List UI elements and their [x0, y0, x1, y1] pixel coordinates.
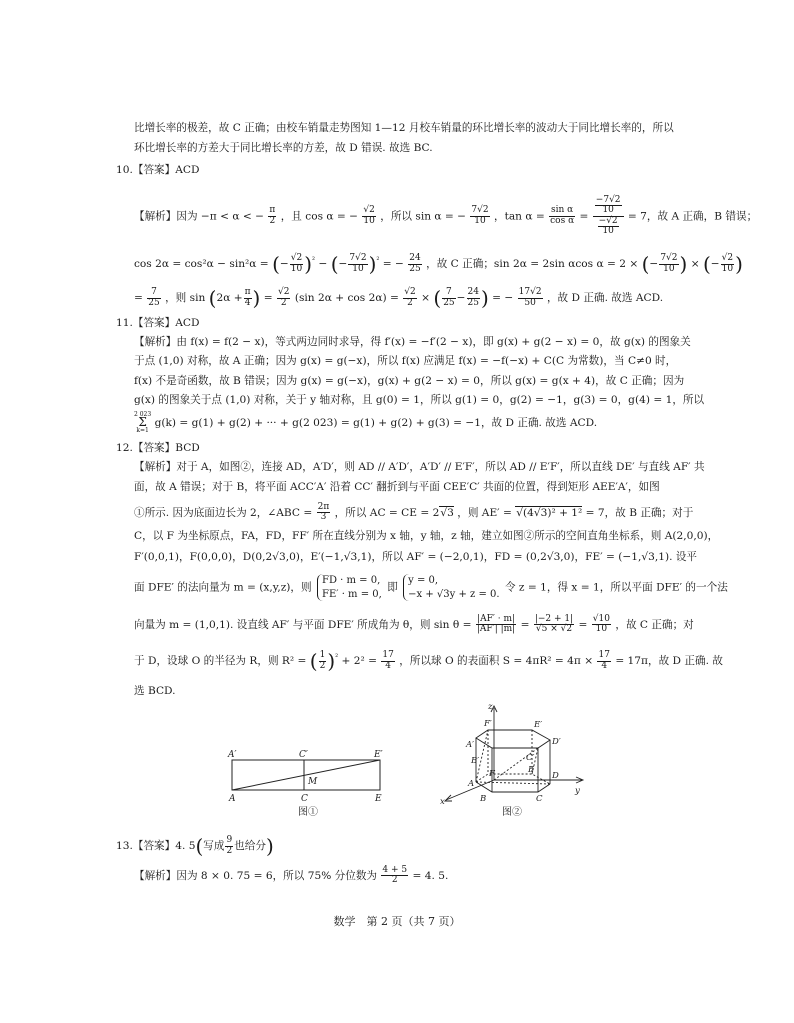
figure-1-caption: 图① [298, 807, 318, 818]
solution-line: ①所示. 因为底面边长为 2，∠ABC = $\frac{2\pi}{3}$ ，所以 AC = CE = 2√3 ，则 AE′ = √(4√3)² + 1² = 7，故 B 正确；对于 [134, 502, 694, 523]
label-a-top: A′ [228, 750, 237, 760]
solution-line: 【解析】对于 A，如图②，连接 AD，A′D′，则 AD // A′D′，A′D′ // E′F′，所以 AD // E′F′，所以直线 DE′ 与直线 AF′ 共 [134, 461, 705, 473]
solution-line: 面 DFE′ 的法向量为 m = (x,y,z)，则 FD · m = 0, FE′ · m = 0, 即 y = 0, −x + √3y + z = 0. 令 z = 1，得 x = 1，所以平面 DFE′ 的一个法 [134, 575, 728, 600]
text-line: 环比增长率的方差大于同比增长率的方差，故 D 错误. 故选 BC. [134, 142, 433, 154]
label-d: D [552, 771, 559, 781]
solution-line: F′(0,0,1)，F(0,0,0)，D(0,2√3,0)，E′(−1,√3,1)，所以 AF′ = (−2,0,1)，FD = (0,2√3,0)，FE′ = (−1,√3,1). 设平 [134, 551, 698, 563]
label-z: z [488, 702, 493, 712]
text-line: 比增长率的极差，故 C 正确；由校车销量走势图知 1—12 月校车销量的环比增长率的波动大于同比增长率的，所以 [134, 122, 674, 134]
answer-heading: 10.【答案】ACD [116, 164, 200, 176]
label-b-top: B′ [471, 756, 480, 766]
solution-line: 向量为 m = (1,0,1). 设直线 AF′ 与平面 DFE′ 所成角为 θ，则 sin θ = $\frac{|AF' \cdot m|}{|AF'| |m|}$ = $\frac{|-2 + 1|}{√5 \times √2}$ = $\frac{√10}{10}$ ，故 C 正确；对 [134, 614, 694, 635]
solution-line: 选 BCD. [134, 685, 176, 697]
solution-line: g(x) 的图象关于点 (1,0) 对称，关于 y 轴对称，且 g(0) = 1，所以 g(1) = 0，g(2) = −1，g(3) = 0，g(4) = 1，所以 [134, 394, 705, 406]
figure-2-hexagonal-prism [436, 700, 586, 812]
solution-line: 面，故 A 错误；对于 B，将平面 ACC′A′ 沿着 CC′ 翻折到与平面 CEE′C′ 共面的位置，得到矩形 AEE′A′，如图 [134, 481, 660, 493]
label-a: A [229, 794, 236, 804]
label-b: B [480, 794, 487, 804]
solution-line: 【解析】因为 8 × 0. 75 = 6，所以 75% 分位数为 $\frac{4 + 5}{2}$ = 4. 5. [134, 865, 449, 886]
solution-line: = $\frac{7}{25}$ ，则 sin (2α + $\frac{\pi}{4}$ ) = $\frac{√2}{2}$ (sin 2α + cos 2α) = $\frac{√2}{2}$ × ( $\frac{7}{25}$ − $\frac{24}{25}$ ) = − $\frac{17√2}{50}$ ，故 D 正确. 故选 ACD. [134, 286, 664, 310]
answer-heading: 11.【答案】ACD [116, 317, 200, 329]
label-d-top: D′ [552, 737, 561, 747]
label-e: E [375, 794, 382, 804]
label-a: A [468, 779, 475, 789]
label-e: E [528, 765, 535, 775]
label-e-top: E′ [534, 720, 543, 730]
solution-line: 于点 (1,0) 对称，故 A 正确；因为 g(x) = g(−x)，所以 f(x) 应满足 f(x) = −f(−x) + C(C 为常数)，当 C≠0 时， [134, 355, 677, 367]
solution-line: 2 023 Σ k=1 g(k) = g(1) + g(2) + ··· + g(2 023) = g(1) + g(2) + g(3) = −1，故 D 正确. 故选 ACD. [134, 411, 598, 435]
solution-line: C，以 F 为坐标原点，FA，FD，FF′ 所在直线分别为 x 轴，y 轴，z 轴，建立如图②所示的空间直角坐标系，则 A(2,0,0)， [134, 530, 719, 542]
solution-line: cos 2α = cos²α − sin²α = (− $\frac{√2}{10}$ )$^{^2}$ − (− $\frac{7√2}{10}$ )$^{^2}$ = − $\frac{24}{25}$ ，故 C 正确；sin 2α = 2sin αcos α = 2 × (− $\frac{7√2}{10}$ ) × (− $\frac{√2}{10}$ ) [134, 252, 743, 276]
label-c-top: C′ [526, 753, 535, 763]
page-footer: 数学 第 2 页（共 7 页） [333, 915, 461, 928]
label-y: y [575, 786, 580, 796]
solution-line: 【解析】因为 −π < α < − $\frac{\pi}{2}$ ，且 cos α = − $\frac{√2}{10}$ ，所以 sin α = − $\frac{7√2}{10}$ ，tan α = $\frac{\text{sin α}}{\text{cos α}}$ = $\frac{\frac{-7√2}{10}}{\frac{-√2}{10}}$ = 7，故 A 正确，B 错误； [134, 195, 758, 237]
label-a-top: A′ [466, 740, 475, 750]
label-f: F [489, 769, 495, 779]
label-x: x [440, 797, 445, 807]
solution-line: f(x) 不是奇函数，故 B 错误；因为 g(x) = g(−x)，g(x) + g(2 − x) = 0，所以 g(x) = g(x + 4)，故 C 正确；因为 [134, 375, 685, 387]
figure-2-caption: 图② [502, 807, 522, 818]
label-c-top: C′ [299, 750, 308, 760]
label-e-top: E′ [374, 750, 383, 760]
answer-heading: 13.【答案】4. 5(写成 $\frac{9}{2}$ 也给分) [116, 834, 274, 858]
solution-line: 【解析】由 f(x) = f(2 − x)，等式两边同时求导，得 f′(x) = −f′(2 − x)，即 g(x) + g(2 − x) = 0，故 g(x) 的图象关 [134, 336, 691, 348]
figure-1-unfolded-rectangle [224, 746, 392, 804]
label-c: C [536, 794, 543, 804]
label-c: C [301, 794, 308, 804]
answer-heading: 12.【答案】BCD [116, 442, 200, 454]
label-m: M [308, 777, 318, 787]
label-f-top: F′ [484, 719, 492, 729]
solution-line: 于 D，设球 O 的半径为 R，则 R² = ( $\frac{1}{2}$ )$^{^2}$ + 2² = $\frac{17}{4}$ ，所以球 O 的表面积 S = 4πR² = 4π × $\frac{17}{4}$ = 17π，故 D 正确. 故 [134, 649, 723, 673]
